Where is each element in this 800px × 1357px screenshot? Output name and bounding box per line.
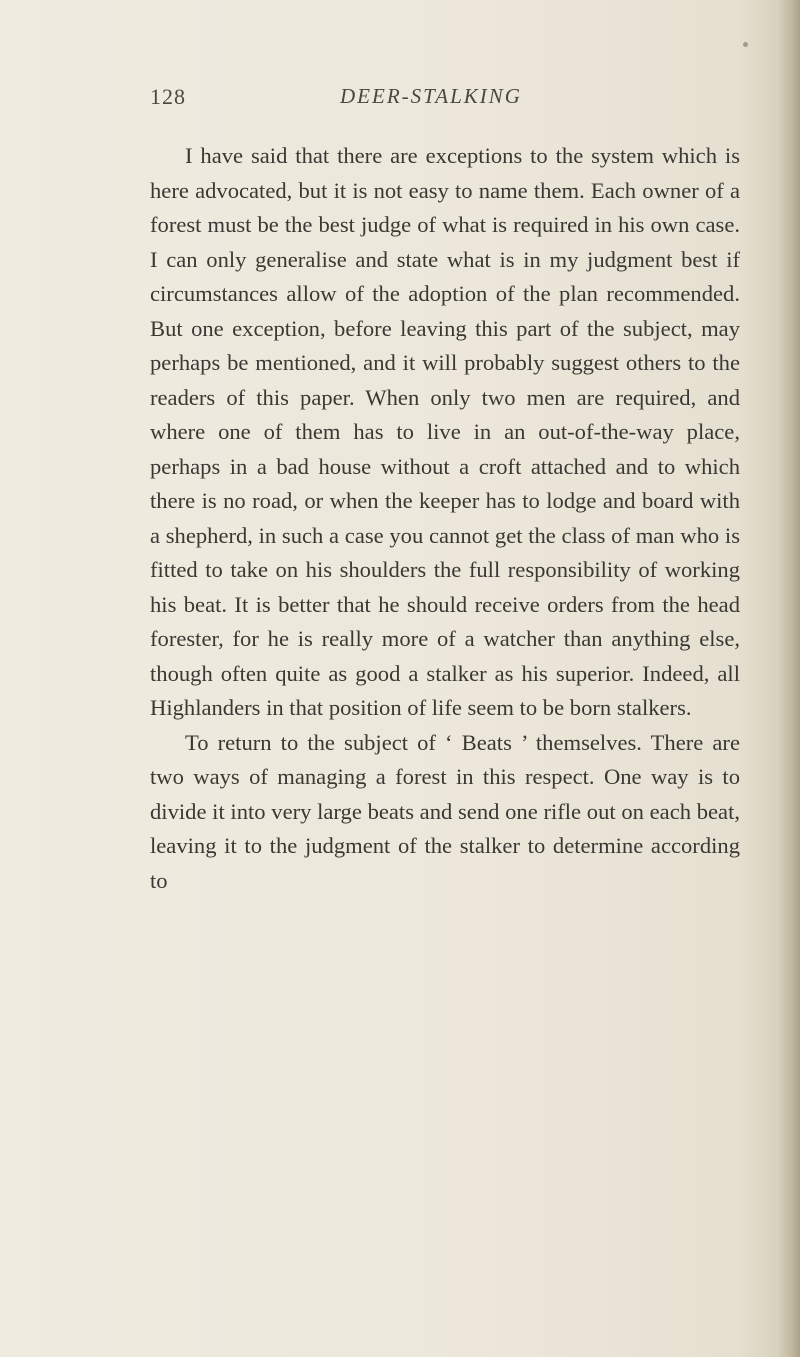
running-title: DEER-STALKING <box>340 84 522 108</box>
paragraph-2: To return to the subject of ‘ Beats ’ themselves. There are two ways of managing a forest in this respect. One way is to divide it into very large beats and send one rifle out on each beat, leaving it to the judgment of the stalker to determine according to <box>150 729 740 893</box>
page-number: 128 <box>150 84 186 109</box>
paper-speck <box>743 42 748 47</box>
body-text <box>150 139 740 898</box>
paragraph-1: I have said that there are exceptions to the system which is here advocated, but it is not easy to name them. Each owner of a forest must be the best judge of what is required in his own case. I can only generalise and state what is in my judgment best if circumstances allow of the adoption of the plan recommended. But one exception, before leaving this part of the subject, may perhaps be mentioned, and it will probably suggest others to the readers of this paper. When only two men are required, and where one of them has to live in an out-of-the-way place, perhaps in a bad house without a croft attached and to which there is no road, or when the keeper has to lodge and board with a shepherd, in such a case you cannot get the class of man who is fitted to take on his shoulders the full responsibility of working his beat. It is better that he should receive orders from the head forester, for he is really more of a watcher than anything else, though often quite as good a stalker as his superior. Indeed, all Highlanders in that position of life seem to be born stalkers. <box>150 143 740 720</box>
page-edge-shadow <box>778 0 800 1357</box>
running-head <box>150 84 740 120</box>
